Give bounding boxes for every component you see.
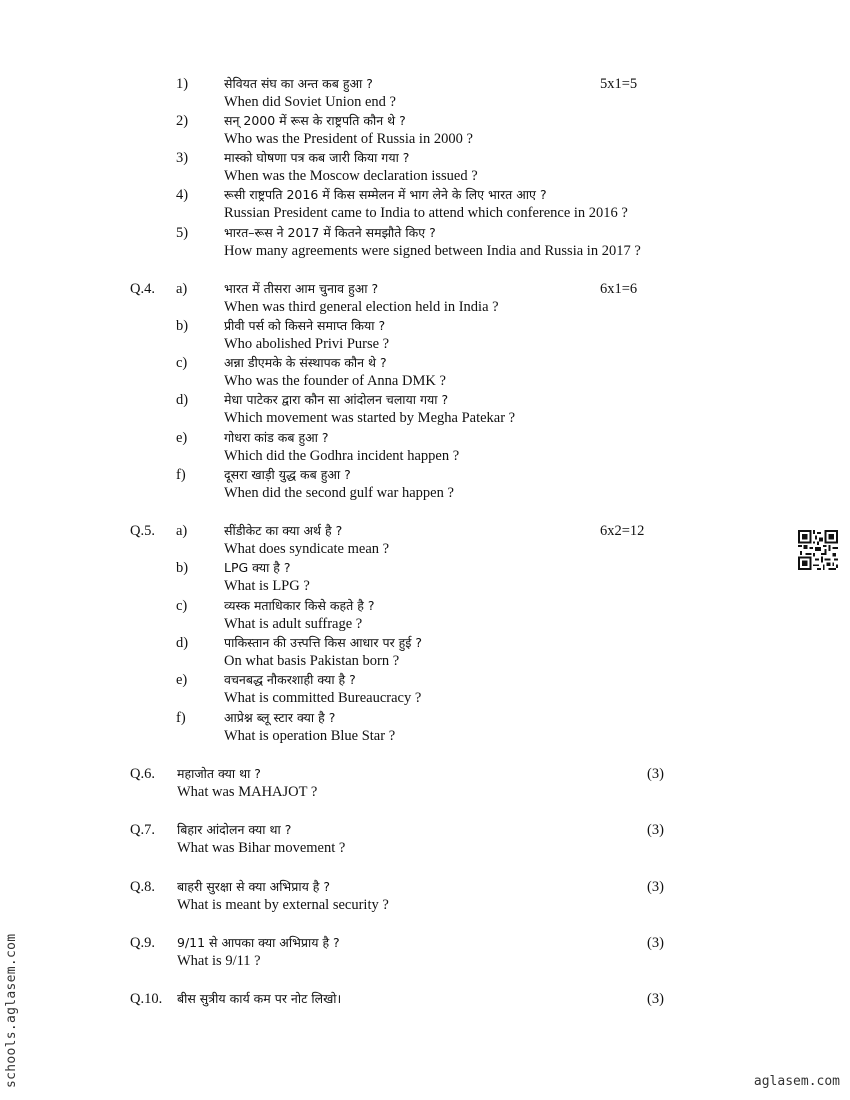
sub-label: 3) [176, 150, 189, 166]
marks-label: 5x1=5 [600, 76, 638, 92]
marks-label: (3) [647, 935, 664, 951]
question-english: Who was the President of Russia in 2000 ? [224, 131, 473, 147]
question-english: What does syndicate mean ? [224, 541, 390, 557]
sub-label: d) [176, 635, 189, 651]
question-english: What was Bihar movement ? [177, 840, 346, 856]
question-english: Which did the Godhra incident happen ? [224, 448, 460, 464]
sub-label: 1) [176, 76, 189, 92]
question-hindi: LPG क्या है ? [224, 560, 291, 575]
marks-label: 6x1=6 [600, 281, 638, 297]
question-hindi: सींडीकेट का क्या अर्थ है ? [224, 523, 343, 538]
question-hindi: महाजोत क्या था ? [177, 766, 261, 781]
sub-label: 4) [176, 187, 189, 203]
question-english: What is meant by external security ? [177, 897, 389, 913]
side-watermark: schools.aglasem.com [4, 933, 19, 1088]
question-hindi: मास्को घोषणा पत्र कब जारी किया गया ? [224, 150, 410, 165]
question-number: Q.4. [130, 281, 155, 297]
question-hindi: प्रीवी पर्स को किसने समाप्त किया ? [224, 318, 386, 333]
sub-label: e) [176, 430, 188, 446]
question-hindi: सन् 2000 में रूस के राष्ट्रपति कौन थे ? [224, 113, 406, 128]
sub-label: b) [176, 560, 189, 576]
question-hindi: 9/11 से आपका क्या अभिप्राय है ? [177, 935, 340, 950]
marks-label: (3) [647, 822, 664, 838]
question-english: When did the second gulf war happen ? [224, 485, 454, 501]
question-number: Q.10. [130, 991, 163, 1007]
question-english: When did Soviet Union end ? [224, 94, 396, 110]
sub-label: e) [176, 672, 188, 688]
question-english: What is committed Bureaucracy ? [224, 690, 422, 706]
question-english: What is 9/11 ? [177, 953, 261, 969]
qr-code-icon [798, 530, 838, 570]
question-hindi: मेधा पाटेकर द्वारा कौन सा आंदोलन चलाया गया ? [224, 392, 449, 407]
question-hindi: बिहार आंदोलन क्या था ? [177, 822, 292, 837]
question-english: What is operation Blue Star ? [224, 728, 396, 744]
sub-label: a) [176, 523, 188, 539]
question-english: Which movement was started by Megha Patekar ? [224, 410, 516, 426]
question-hindi: भारत में तीसरा आम चुनाव हुआ ? [224, 281, 379, 296]
marks-label: (3) [647, 766, 664, 782]
question-hindi: भारत–रूस ने 2017 में कितने समझौते किए ? [224, 225, 436, 240]
question-hindi: वचनबद्ध नौकरशाही क्या है ? [224, 672, 356, 687]
question-number: Q.7. [130, 822, 155, 838]
question-hindi: आप्रेश्न ब्लू स्टार क्या है ? [224, 710, 336, 725]
question-english: Russian President came to India to attend which conference in 2016 ? [224, 205, 628, 221]
question-hindi: पाकिस्तान की उत्त्पत्ति किस आधार पर हुई ? [224, 635, 423, 650]
question-english: On what basis Pakistan born ? [224, 653, 400, 669]
question-number: Q.5. [130, 523, 155, 539]
marks-label: (3) [647, 879, 664, 895]
sub-label: c) [176, 355, 188, 371]
question-english: What is adult suffrage ? [224, 616, 363, 632]
question-english: What is LPG ? [224, 578, 310, 594]
question-hindi: दूसरा खाड़ी युद्ध कब हुआ ? [224, 467, 351, 482]
question-english: How many agreements were signed between India and Russia in 2017 ? [224, 243, 641, 259]
marks-label: (3) [647, 991, 664, 1007]
question-number: Q.8. [130, 879, 155, 895]
sub-label: f) [176, 710, 186, 726]
question-english: When was third general election held in India ? [224, 299, 499, 315]
question-english: Who was the founder of Anna DMK ? [224, 373, 446, 389]
sub-label: b) [176, 318, 189, 334]
question-hindi: अन्ना डीएमके के संस्थापक कौन थे ? [224, 355, 387, 370]
sub-label: c) [176, 598, 188, 614]
question-hindi: गोधरा कांड कब हुआ ? [224, 430, 329, 445]
question-english: What was MAHAJOT ? [177, 784, 318, 800]
marks-label: 6x2=12 [600, 523, 645, 539]
question-hindi: बाहरी सुरक्षा से क्या अभिप्राय है ? [177, 879, 331, 894]
question-hindi: रूसी राष्ट्रपति 2016 में किस सम्मेलन में भाग लेने के लिए भारत आए ? [224, 187, 547, 202]
sub-label: 5) [176, 225, 189, 241]
sub-label: 2) [176, 113, 189, 129]
question-hindi: व्यस्क मताधिकार किसे कहते है ? [224, 598, 375, 613]
sub-label: f) [176, 467, 186, 483]
question-hindi: सेवियत संघ का अन्त कब हुआ ? [224, 76, 373, 91]
sub-label: d) [176, 392, 189, 408]
footer-watermark: aglasem.com [753, 1074, 840, 1089]
question-english: When was the Moscow declaration issued ? [224, 168, 478, 184]
sub-label: a) [176, 281, 188, 297]
question-hindi: बीस सुत्रीय कार्य कम पर नोट लिखो। [177, 991, 342, 1006]
question-english: Who abolished Privi Purse ? [224, 336, 390, 352]
question-number: Q.9. [130, 935, 155, 951]
question-number: Q.6. [130, 766, 155, 782]
